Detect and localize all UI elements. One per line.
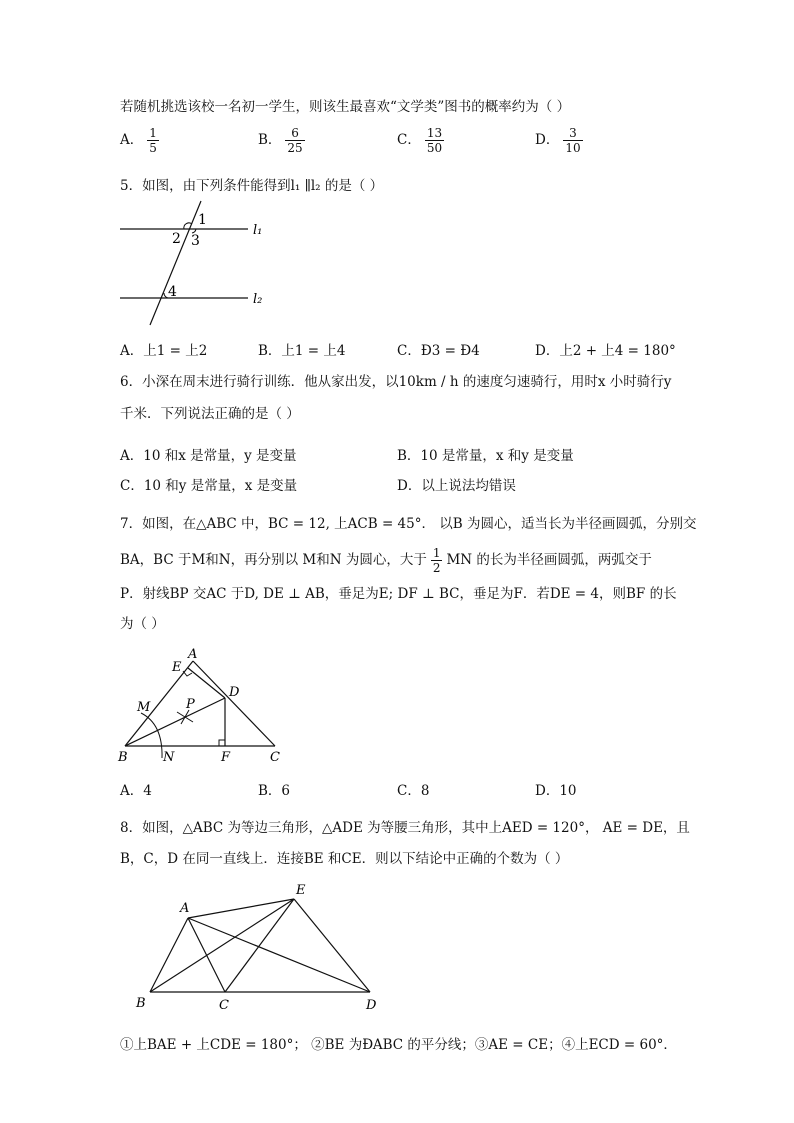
point-p-label: P [186, 697, 195, 712]
angle-2-label: 2 [172, 231, 181, 247]
point-e-label: E [172, 660, 182, 675]
q6-option-c[interactable]: C．10 和y 是常量，x 是变量 [120, 478, 298, 494]
fraction [285, 126, 304, 155]
q7-line-1: 7．如图，在△ABC 中，BC = 12, 上ACB = 45°． 以B 为圆心，适当长为半径画圆弧，分别交 [120, 516, 697, 532]
q6-option-d[interactable]: D．以上说法均错误 [397, 478, 516, 494]
q4-option-b[interactable] [258, 126, 305, 155]
segment-de [188, 668, 225, 698]
q6-option-b[interactable]: B．10 是常量，x 和y 是变量 [397, 448, 574, 464]
q7-line-3: P．射线BP 交AC 于D, DE ⊥ AB，垂足为E; DF ⊥ BC，垂足为F．若DE = 4，则BF 的长 [120, 586, 677, 602]
fraction [147, 126, 159, 155]
arc-mn [141, 713, 162, 758]
point-c-label: C [270, 750, 280, 765]
point-d-label: D [229, 685, 240, 700]
q7-option-d[interactable]: D．10 [535, 783, 577, 799]
numerator: 1 [432, 546, 441, 560]
q5-option-d[interactable]: D．上2 + 上4 = 180° [535, 343, 676, 359]
q7-line-4: 为（ ） [120, 616, 165, 632]
point-a-label: A [180, 901, 190, 916]
point-a-label: A [188, 647, 198, 662]
denominator: 10 [565, 141, 581, 155]
side-ed [294, 899, 370, 992]
side-ba [150, 918, 188, 992]
q7-option-c[interactable]: C．8 [397, 783, 430, 799]
q5-figure [110, 195, 280, 330]
point-b-label: B [118, 750, 128, 765]
q4-option-a[interactable] [120, 126, 159, 155]
q7-option-a[interactable]: A．4 [120, 783, 152, 799]
q5-option-b[interactable]: B．上1 = 上4 [258, 343, 346, 359]
q6-option-a[interactable]: A．10 和x 是常量，y 是变量 [120, 448, 297, 464]
q5-option-c[interactable]: C．Ð3 = Ð4 [397, 343, 480, 359]
q4-stem: 若随机挑选该校一名初一学生，则该生最喜欢“文学类”图书的概率约为（ ） [120, 99, 571, 115]
segment-be [150, 899, 294, 992]
option-label: A． [120, 132, 144, 148]
transversal [150, 201, 201, 325]
q4-option-c[interactable] [397, 126, 444, 155]
fraction-half [431, 546, 443, 575]
right-angle-f [219, 740, 225, 746]
point-e-label: E [296, 883, 306, 898]
arc-cross [181, 710, 189, 724]
q8-conclusions: ①上BAE + 上CDE = 180°； ②BE 为ÐABC 的平分线；③AE = CE；④上ECD = 60°． [120, 1037, 677, 1053]
q4-option-d[interactable] [535, 126, 583, 155]
side-ac [193, 661, 275, 746]
q7-option-b[interactable]: B．6 [258, 783, 291, 799]
q5-stem: 5．如图，由下列条件能得到l₁ ∥l₂ 的是（ ） [120, 178, 384, 194]
numerator: 1 [149, 126, 157, 140]
denominator: 2 [432, 561, 441, 575]
q5-option-a[interactable]: A．上1 = 上2 [120, 343, 208, 359]
q7-line-2 [120, 546, 652, 575]
fraction [563, 126, 582, 155]
denominator: 50 [426, 141, 443, 155]
fraction [425, 126, 444, 155]
point-d-label: D [366, 998, 377, 1013]
l2-label: l₂ [253, 292, 263, 307]
point-m-label: M [137, 700, 151, 715]
numerator: 6 [285, 126, 304, 141]
point-b-label: B [136, 996, 146, 1011]
q8-line-1: 8．如图，△ABC 为等边三角形，△ADE 为等腰三角形，其中上AED = 120°， AE = DE，且 [120, 820, 690, 836]
point-f-label: F [221, 750, 231, 765]
angle-4-label: 4 [168, 284, 177, 300]
segment-ce [225, 899, 294, 992]
option-label: C． [397, 132, 421, 148]
q8-line-2: B，C，D 在同一直线上．连接BE 和CE．则以下结论中正确的个数为（ ） [120, 851, 569, 867]
denominator: 25 [287, 141, 303, 155]
point-n-label: N [163, 750, 175, 765]
option-label: D． [535, 132, 560, 148]
q8-figure [128, 880, 390, 1015]
q7-line-2b: MN 的长为半径画圆弧，两弧交于 [446, 552, 652, 568]
point-c-label: C [219, 998, 229, 1013]
q7-line-2a: BA，BC 于M和N，再分别以 M和N 为圆心，大于 [120, 552, 427, 568]
q6-line-2: 千米．下列说法正确的是（ ） [120, 406, 300, 422]
q7-figure [115, 642, 295, 767]
numerator: 13 [426, 126, 443, 140]
q6-line-1: 6．小深在周末进行骑行训练．他从家出发，以10km / h 的速度匀速骑行，用时x 小时骑行y [120, 374, 672, 390]
numerator: 3 [563, 126, 582, 141]
l1-label: l₁ [253, 223, 263, 238]
side-ae [188, 899, 294, 918]
denominator: 5 [149, 141, 157, 155]
angle-3-label: 3 [191, 233, 200, 249]
option-label: B． [258, 132, 282, 148]
segment-ad [188, 918, 370, 992]
angle-1-label: 1 [198, 212, 207, 228]
